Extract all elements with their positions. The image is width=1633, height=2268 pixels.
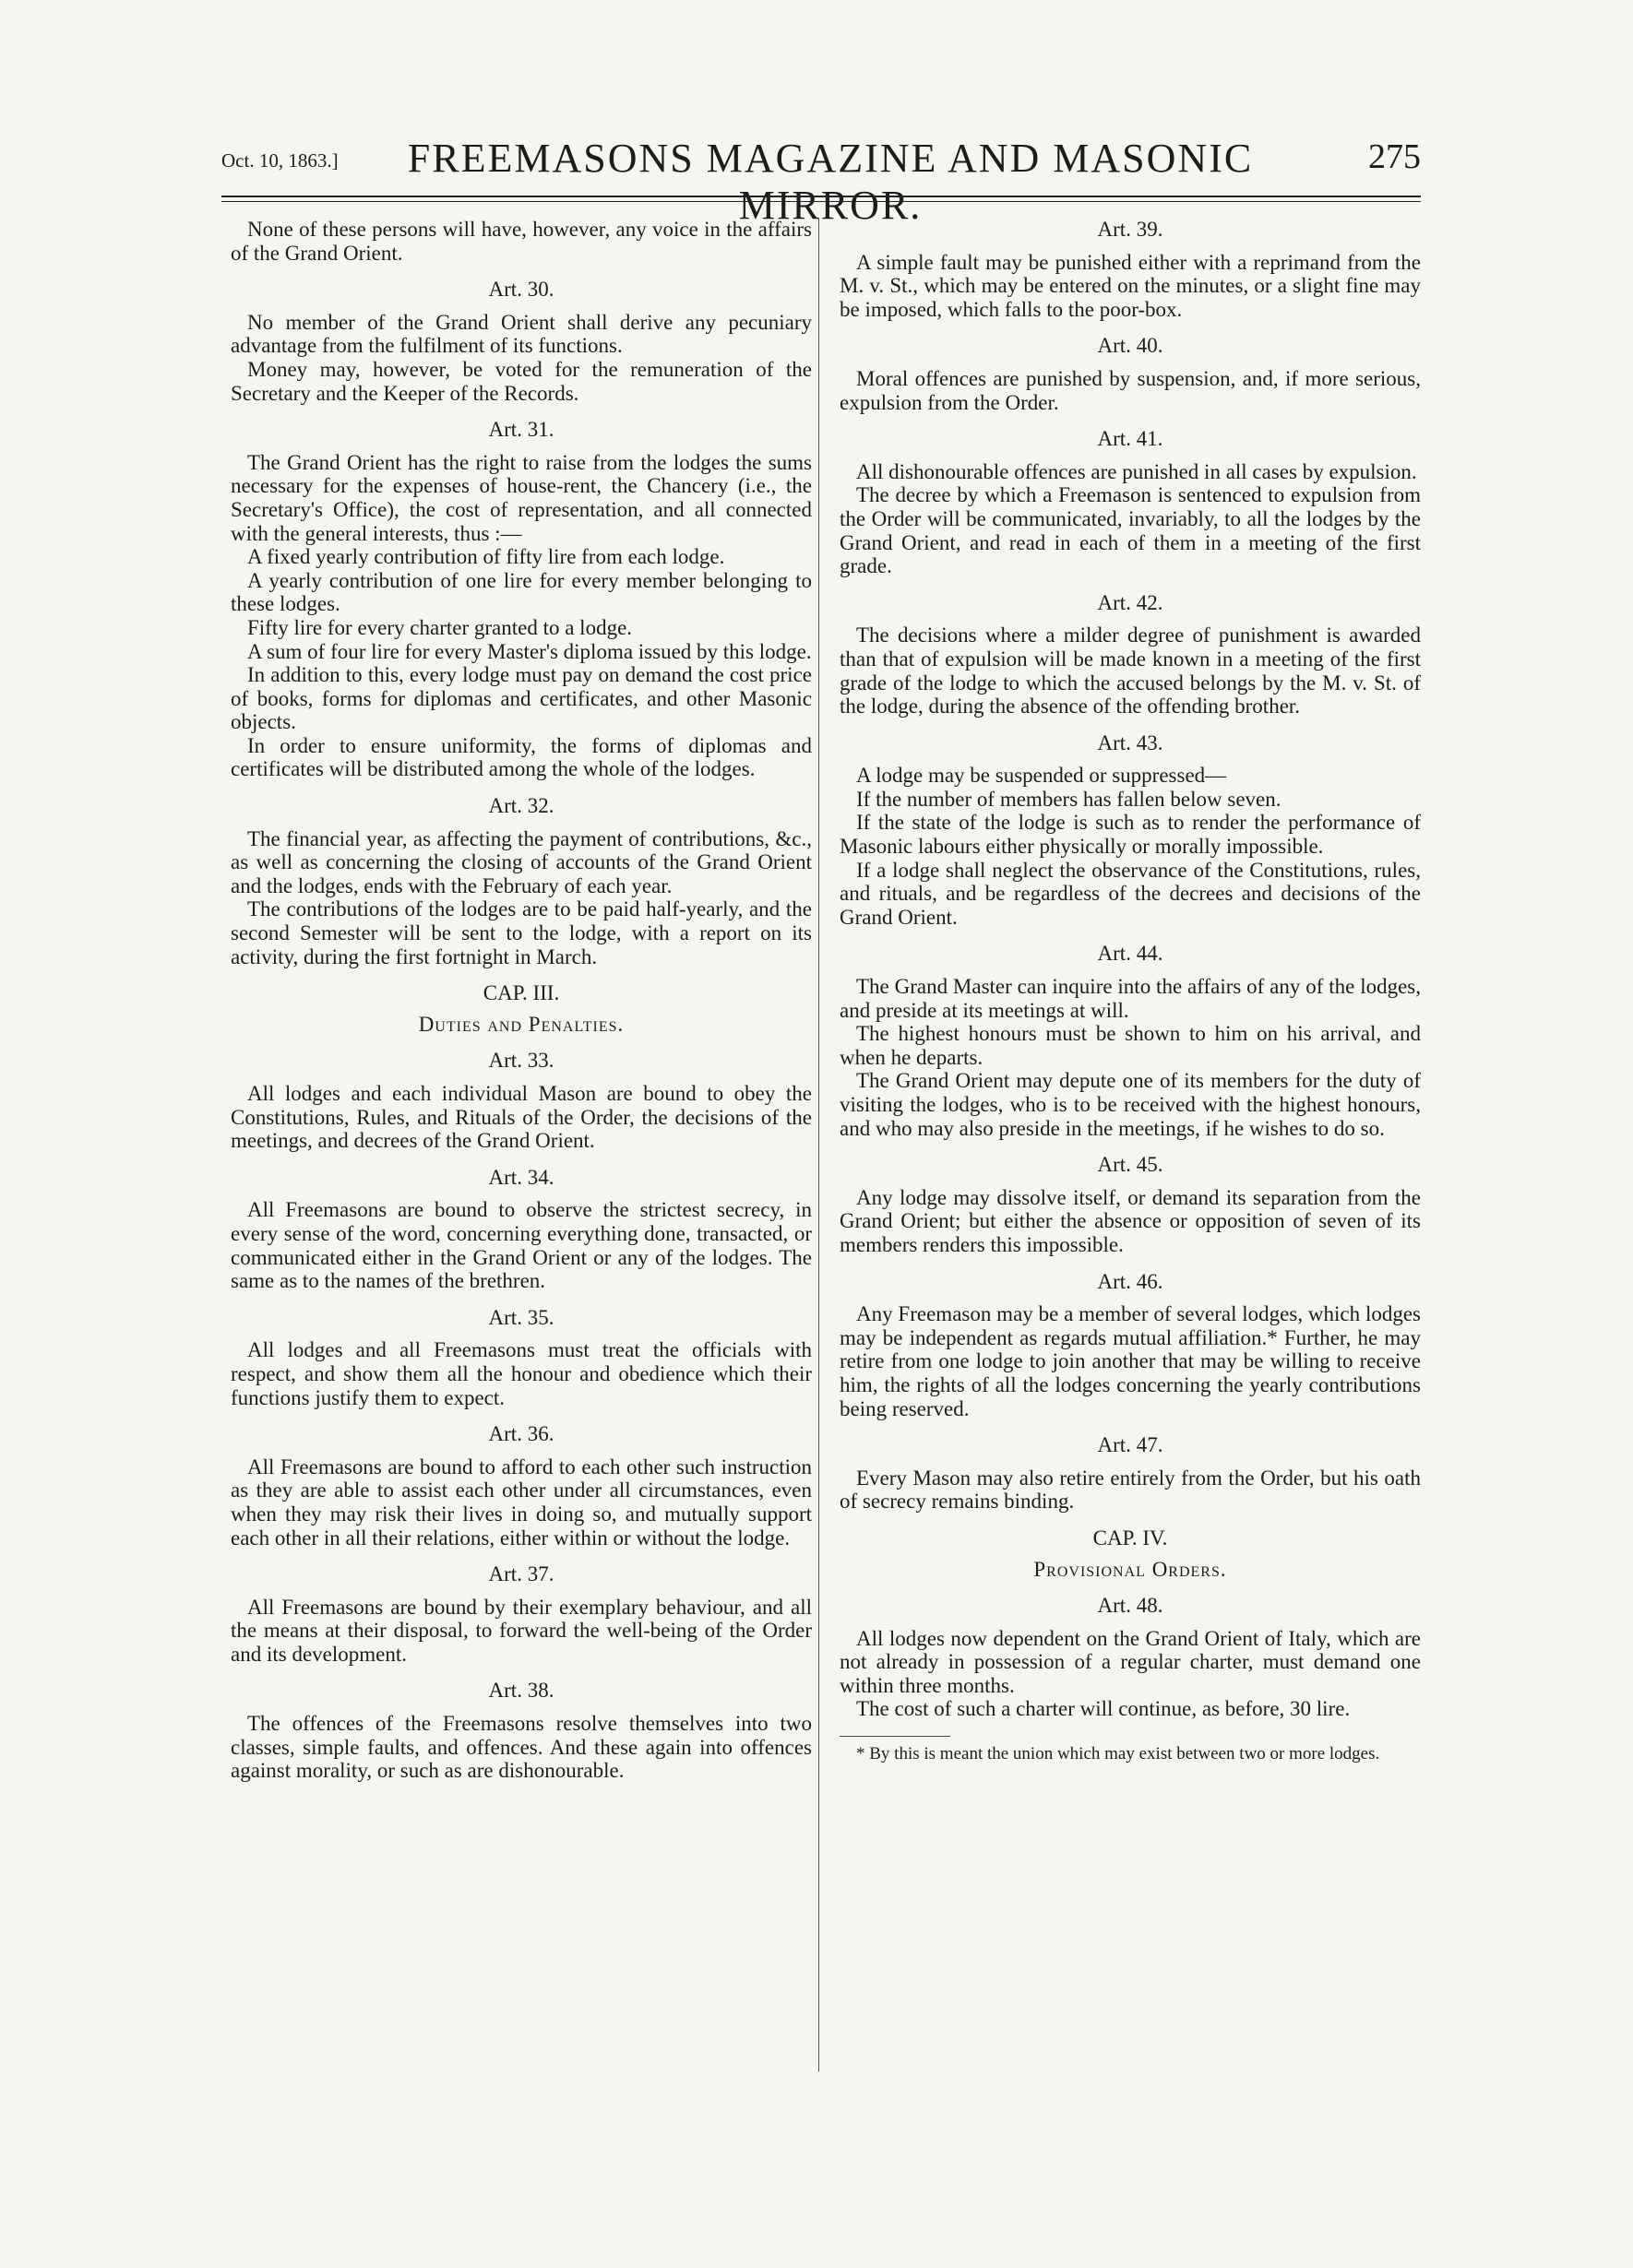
paragraph: A yearly contribution of one lire for every member belonging to these lodges. [231, 568, 812, 616]
article-heading: Art. 33. [488, 1049, 554, 1073]
article-heading: Art. 48. [1097, 1594, 1163, 1618]
article-heading: Art. 39. [1097, 218, 1163, 241]
paragraph: Any Freemason may be a member of several lodges, which lodges may be independent as regards mutual affiliation.* Further, he may retire from one lodge to join another that may be willing to receive him, the rights of all the lodges concerning the yearly contributions being reserved. [840, 1302, 1421, 1420]
article-heading: Art. 38. [488, 1679, 554, 1703]
article-heading: Art. 36. [488, 1422, 554, 1446]
header-rule-thick [221, 196, 1421, 197]
chapter-heading: CAP. III. [483, 981, 560, 1005]
paragraph: All Freemasons are bound to afford to each other such instruction as they are able to assist each other under all circumstances, even when they may risk their lives in doing so, and mutually support each other in all their relations, either within or without the lodge. [231, 1455, 812, 1550]
footnote-rule [840, 1736, 950, 1737]
right-column [840, 218, 1421, 1764]
paragraph: A sum of four lire for every Master's diploma issued by this lodge. [247, 639, 812, 663]
article-heading: Art. 46. [1097, 1269, 1163, 1293]
paragraph: Every Mason may also retire entirely from the Order, but his oath of secrecy remains binding. [840, 1466, 1421, 1514]
paragraph: All Freemasons are bound by their exemplary behaviour, and all the means at their disposal, to forward the well-being of the Order and its development. [231, 1595, 812, 1666]
paragraph: All lodges now dependent on the Grand Orient of Italy, which are not already in possession of a regular charter, must demand one within three months. [840, 1626, 1421, 1697]
article-heading: Art. 47. [1097, 1433, 1163, 1457]
paragraph: The contributions of the lodges are to be paid half-yearly, and the second Semester will be sent to the lodge, with a report on its activity, during the first fortnight in March. [231, 897, 812, 968]
paragraph: Fifty lire for every charter granted to a lodge. [247, 615, 633, 639]
paragraph: Any lodge may dissolve itself, or demand its separation from the Grand Orient; but either the absence or opposition of seven of its members renders this impossible. [840, 1185, 1421, 1256]
paragraph: If the number of members has fallen below seven. [856, 787, 1281, 811]
issue-date: Oct. 10, 1863.] [221, 149, 339, 172]
article-heading: Art. 30. [488, 278, 554, 302]
header-rule-thin [221, 201, 1421, 202]
paragraph: In order to ensure uniformity, the forms of diplomas and certificates will be distributed among the whole of the lodges. [231, 733, 812, 781]
article-heading: Art. 44. [1097, 942, 1163, 966]
column-divider [818, 218, 819, 2072]
paragraph: No member of the Grand Orient shall derive any pecuniary advantage from the fulfilment of its functions. [231, 310, 812, 358]
masthead [221, 129, 1421, 228]
article-heading: Art. 31. [488, 418, 554, 442]
article-heading: Art. 43. [1097, 730, 1163, 754]
paragraph: The highest honours must be shown to him on his arrival, and when he departs. [840, 1022, 1421, 1069]
paragraph: All lodges and all Freemasons must treat the officials with respect, and show them all the honour and obedience which their functions justify them to expect. [231, 1338, 812, 1409]
article-heading: Art. 34. [488, 1165, 554, 1189]
paragraph: All Freemasons are bound to observe the strictest secrecy, in every sense of the word, concerning everything done, transacted, or communicated either in the Grand Orient or any of the lodges. The same as to the names of the brethren. [231, 1198, 812, 1293]
article-heading: Art. 40. [1097, 334, 1163, 358]
article-heading: Art. 41. [1097, 427, 1163, 451]
paragraph: A fixed yearly contribution of fifty lire from each lodge. [247, 545, 725, 569]
footnote: * By this is meant the union which may exist between two or more lodges. [856, 1744, 1380, 1764]
paragraph: The Grand Orient may depute one of its members for the duty of visiting the lodges, who is to be received with the highest honours, and who may also preside in the meetings, if he wishes to do so. [840, 1069, 1421, 1140]
article-heading: Art. 42. [1097, 590, 1163, 614]
paragraph: A lodge may be suspended or suppressed— [856, 764, 1227, 788]
article-heading: Art. 45. [1097, 1153, 1163, 1177]
article-heading: Art. 32. [488, 794, 554, 818]
paragraph: The Grand Master can inquire into the affairs of any of the lodges, and preside at its meetings at will. [840, 975, 1421, 1022]
chapter-title: Duties and Penalties. [418, 1012, 625, 1036]
paragraph: If a lodge shall neglect the observance of the Constitutions, rules, and rituals, and be regardless of the decrees and decisions of the Grand Orient. [840, 858, 1421, 929]
paragraph: Money may, however, be voted for the remuneration of the Secretary and the Keeper of the Records. [231, 357, 812, 405]
paragraph: The offences of the Freemasons resolve themselves into two classes, simple faults, and offences. And these again into offences against morality, or such as are dishonourable. [231, 1712, 812, 1783]
paragraph: The decisions where a milder degree of punishment is awarded than that of expulsion will be made known in a meeting of the first grade of the lodge to which the accused belongs by the M. v. St. of the lodge, during the absence of the offending brother. [840, 623, 1421, 718]
paragraph: The financial year, as affecting the payment of contributions, &c., as well as concerning the closing of accounts of the Grand Orient and the lodges, ends with the February of each year. [231, 826, 812, 897]
article-heading: Art. 37. [488, 1562, 554, 1586]
chapter-heading: CAP. IV. [1092, 1526, 1168, 1550]
paragraph: Moral offences are punished by suspension, and, if more serious, expulsion from the Order. [840, 366, 1421, 414]
paragraph: None of these persons will have, however, any voice in the affairs of the Grand Orient. [231, 218, 812, 265]
left-column [231, 218, 812, 1783]
paragraph: The Grand Orient has the right to raise from the lodges the sums necessary for the expenses of house-rent, the Chancery (i.e., the Secretary's Office), the cost of representation, and all connected with the general interests, thus :— [231, 450, 812, 545]
page-number: 275 [1368, 137, 1421, 176]
paragraph: In addition to this, every lodge must pay on demand the cost price of books, forms for diplomas and certificates, and other Masonic objects. [231, 663, 812, 734]
chapter-title: Provisional Orders. [1033, 1557, 1227, 1581]
paragraph: A simple fault may be punished either with a reprimand from the M. v. St., which may be entered on the minutes, or a slight fine may be imposed, which falls to the poor-box. [840, 250, 1421, 321]
publication-title: FREEMASONS MAGAZINE AND MASONIC MIRROR. [407, 136, 1254, 228]
paragraph: All dishonourable offences are punished in all cases by expulsion. [856, 459, 1417, 483]
article-heading: Art. 35. [488, 1305, 554, 1329]
paragraph: If the state of the lodge is such as to render the performance of Masonic labours either physically or morally impossible. [840, 811, 1421, 859]
paragraph: The decree by which a Freemason is sentenced to expulsion from the Order will be communicated, invariably, to all the lodges by the Grand Orient, and read in each of them in a meeting of the first grade. [840, 483, 1421, 578]
paragraph: All lodges and each individual Mason are bound to obey the Constitutions, Rules, and Rituals of the Order, the decisions of the meetings, and decrees of the Grand Orient. [231, 1082, 812, 1153]
paragraph: The cost of such a charter will continue, as before, 30 lire. [856, 1697, 1351, 1721]
